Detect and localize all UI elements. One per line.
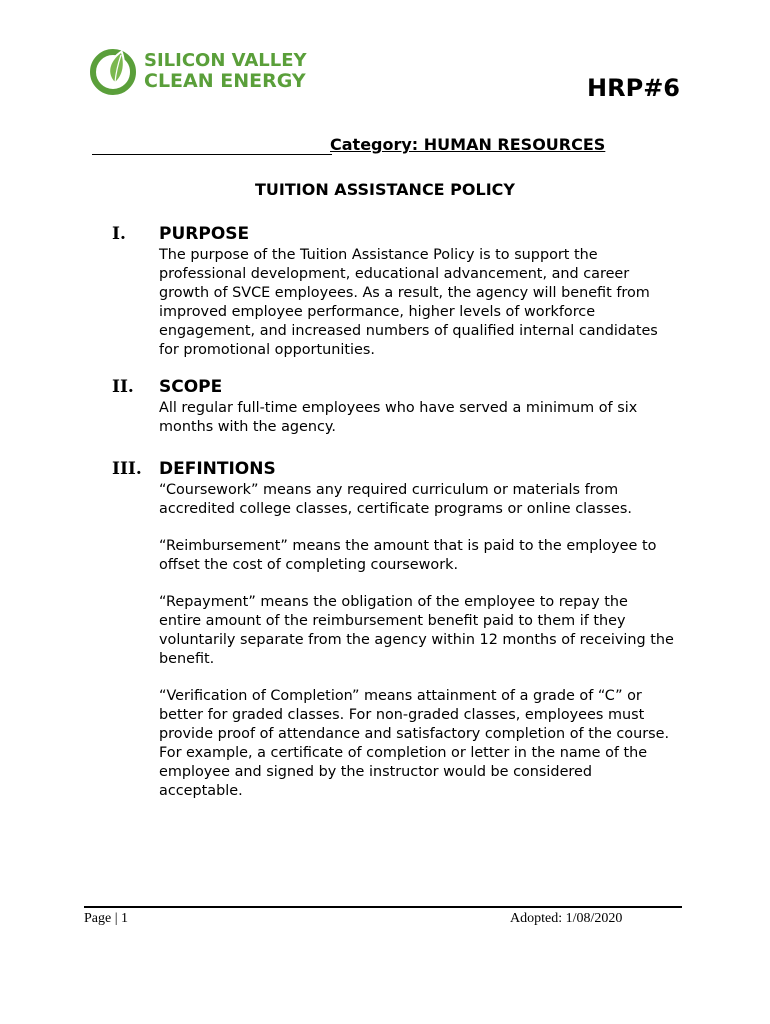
leaf-logo-icon: [88, 44, 142, 98]
adopted-date: Adopted: 1/08/2020: [510, 911, 623, 926]
section-number: III.: [112, 459, 142, 479]
section-number: II.: [112, 377, 134, 397]
section-title: PURPOSE: [159, 224, 250, 244]
section-number: I.: [112, 224, 126, 244]
document-id: HRP#6: [587, 74, 680, 102]
page-number: Page | 1: [84, 911, 129, 926]
company-logo: [88, 44, 318, 100]
section-title: DEFINTIONS: [159, 459, 276, 479]
section-body: [159, 481, 674, 819]
paragraph: The purpose of the Tuition Assistance Policy is to support the professional development, educational advancement, and career growth of SVCE employees. As a result, the agency will benefit from improved employee performance, higher levels of workforce engagement, and increased numbers of qualified internal candidates for promotional opportunities.: [159, 247, 658, 358]
definition-reimbursement: “Reimbursement” means the amount that is paid to the employee to offset the cost of completing coursework.: [159, 538, 657, 573]
category-divider: [92, 154, 332, 155]
category-label: Category: HUMAN RESOURCES: [330, 135, 606, 154]
section-title: SCOPE: [159, 377, 223, 397]
definition-coursework: “Coursework” means any required curriculum or materials from accredited college classes, certificate programs or online classes.: [159, 482, 632, 517]
logo-line2: CLEAN ENERGY: [144, 70, 306, 92]
paragraph: All regular full-time employees who have served a minimum of six months with the agency.: [159, 400, 638, 435]
policy-title: TUITION ASSISTANCE POLICY: [255, 180, 515, 199]
section-body: [159, 246, 674, 378]
footer-divider: [84, 906, 682, 908]
section-body: [159, 399, 674, 455]
definition-verification: “Verification of Completion” means attainment of a grade of “C” or better for graded classes. For non-graded classes, employees must provide proof of attendance and satisfactory completion of the course. For example, a certificate of completion or letter in the name of the employee and signed by the instructor would be considered acceptable.: [159, 688, 670, 799]
logo-line1: SILICON VALLEY: [144, 50, 307, 71]
definition-repayment: “Repayment” means the obligation of the employee to repay the entire amount of the reimbursement benefit paid to them if they voluntarily separate from the agency within 12 months of receiving the benefit.: [159, 594, 674, 667]
